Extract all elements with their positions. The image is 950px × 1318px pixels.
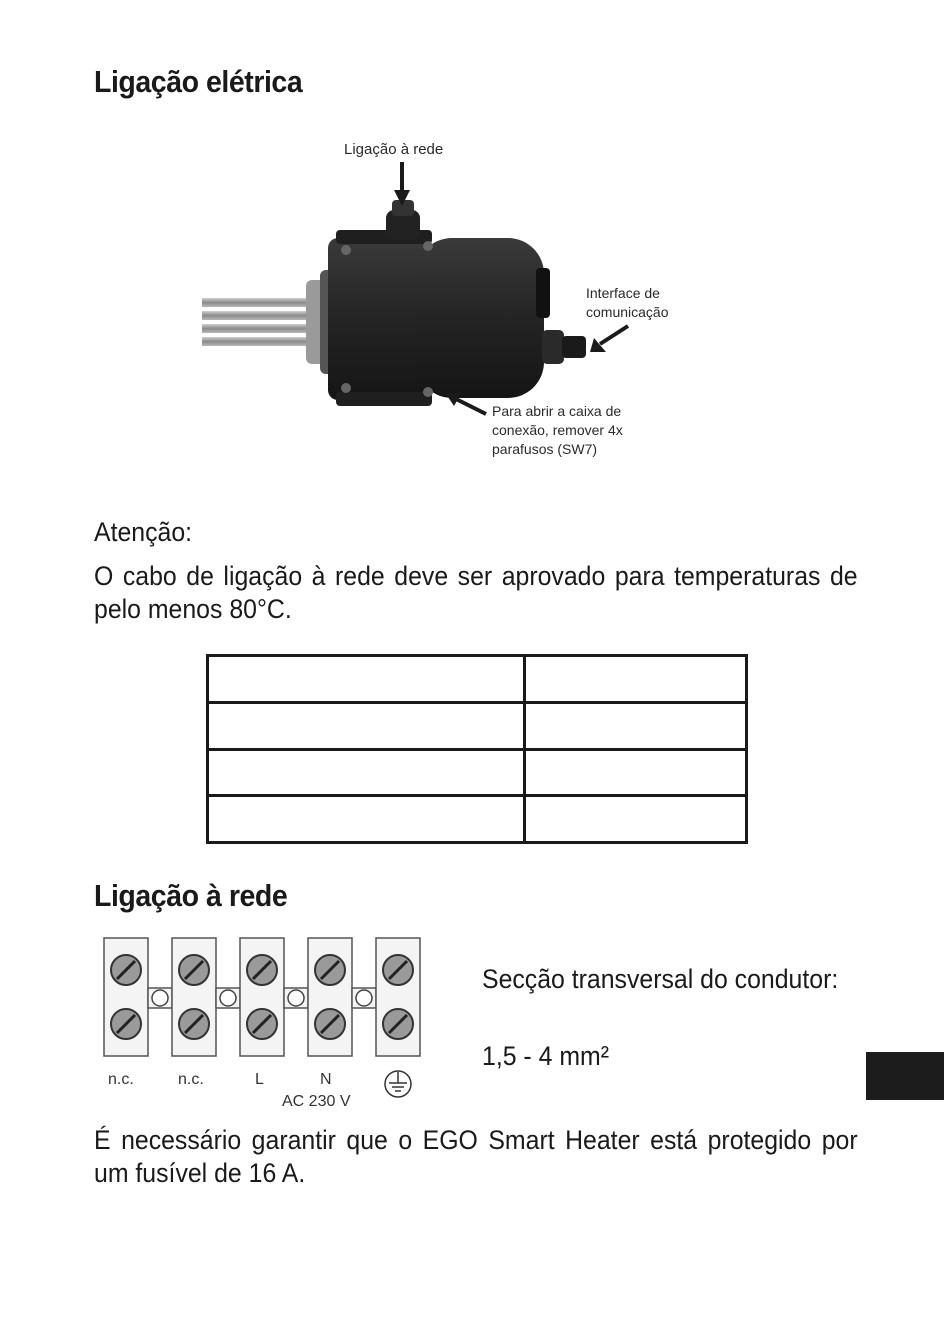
label-open-line2: conexão, remover 4x bbox=[492, 422, 623, 438]
ground-icon bbox=[385, 1071, 411, 1097]
attention-text: O cabo de ligação à rede deve ser aprovado para temperaturas de pelo menos 80°C. bbox=[94, 561, 858, 624]
spec-table bbox=[206, 654, 748, 844]
table-cell bbox=[208, 796, 525, 843]
conductor-value: 1,5 - 4 mm² bbox=[482, 1041, 609, 1071]
section-title-mains: Ligação à rede bbox=[94, 878, 288, 913]
page-tab-marker bbox=[866, 1052, 944, 1100]
table-row bbox=[208, 702, 747, 749]
conductor-label: Secção transversal do condutor: bbox=[482, 964, 839, 994]
terminal-label-nc1: n.c. bbox=[108, 1071, 134, 1088]
terminal-label-n: N bbox=[320, 1071, 332, 1088]
heater-photo bbox=[196, 130, 696, 470]
table-cell bbox=[525, 656, 747, 703]
terminal-voltage: AC 230 V bbox=[282, 1093, 351, 1110]
terminal-hole bbox=[356, 990, 372, 1006]
attention-title: Atenção: bbox=[94, 517, 193, 547]
terminal-label-nc2: n.c. bbox=[178, 1071, 204, 1088]
fuse-note: É necessário garantir que o EGO Smart Heater está protegido por um fusível de 16 A. bbox=[94, 1125, 858, 1188]
terminal-block-diagram bbox=[100, 932, 430, 1112]
terminal-hole bbox=[152, 990, 168, 1006]
table-cell bbox=[525, 702, 747, 749]
label-interface-line1: Interface de bbox=[586, 285, 660, 301]
terminal-hole bbox=[220, 990, 236, 1006]
table-row bbox=[208, 656, 747, 703]
section-title-electrical: Ligação elétrica bbox=[94, 64, 303, 99]
label-interface-line2: comunicação bbox=[586, 304, 669, 320]
table-row bbox=[208, 749, 747, 796]
table-cell bbox=[208, 656, 525, 703]
table-row bbox=[208, 796, 747, 843]
label-open-line1: Para abrir a caixa de bbox=[492, 403, 622, 419]
terminal-label-l: L bbox=[255, 1071, 264, 1088]
label-open-line3: parafusos (SW7) bbox=[492, 441, 598, 457]
table-cell bbox=[525, 796, 747, 843]
table-cell bbox=[208, 749, 525, 796]
table-cell bbox=[208, 702, 525, 749]
label-mains: Ligação à rede bbox=[344, 141, 444, 158]
terminal-hole bbox=[288, 990, 304, 1006]
table-cell bbox=[525, 749, 747, 796]
